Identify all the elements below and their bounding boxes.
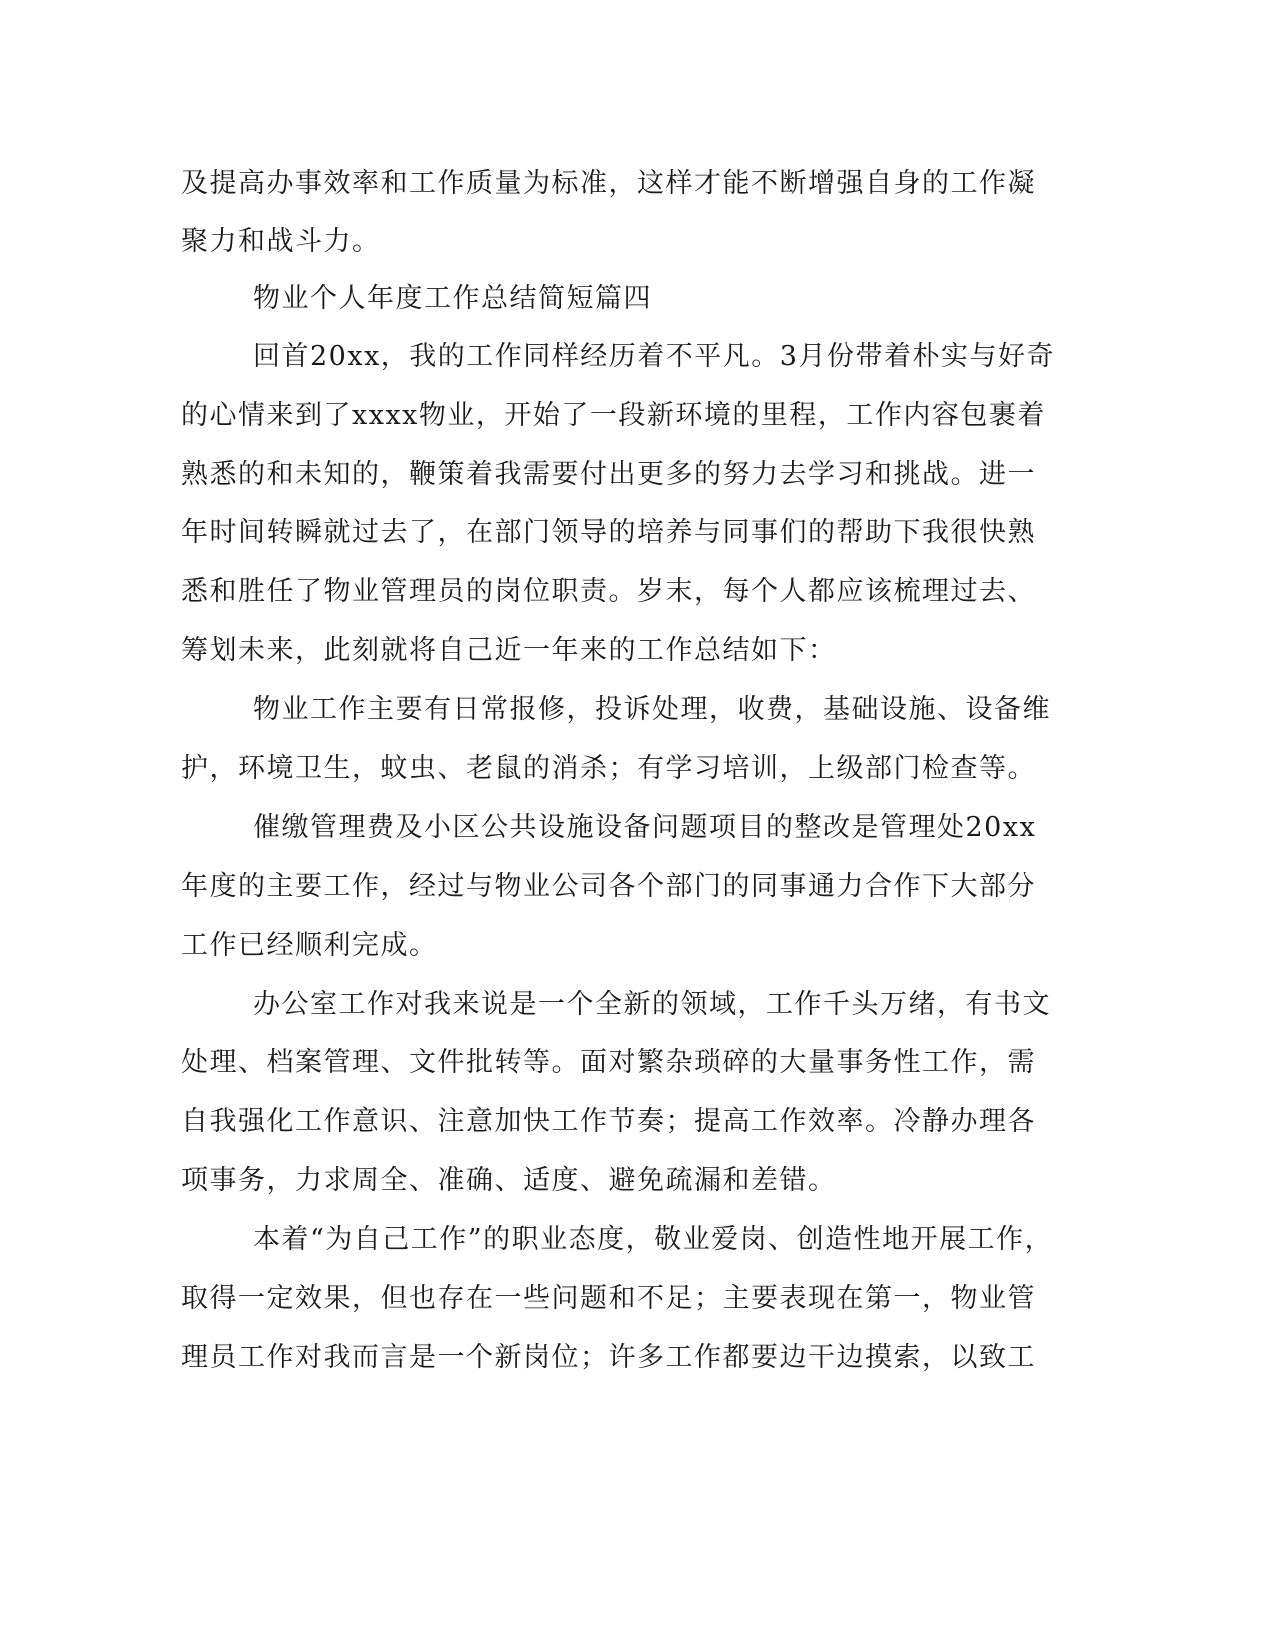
text-line: 处理、档案管理、文件批转等。面对繁杂琐碎的大量事务性工作，需 bbox=[181, 1047, 1036, 1078]
text-line: 自我强化工作意识、注意加快工作节奏；提高工作效率。冷静办理各 bbox=[181, 1106, 1036, 1137]
text-line: 年度的主要工作，经过与物业公司各个部门的同事通力合作下大部分 bbox=[181, 871, 1036, 902]
text-line: 理员工作对我而言是一个新岗位；许多工作都要边干边摸索，以致工 bbox=[181, 1342, 1036, 1373]
text-line: 聚力和战斗力。 bbox=[181, 226, 381, 257]
text-line: 工作已经顺利完成。 bbox=[181, 930, 438, 961]
text-line: 催缴管理费及小区公共设施设备问题项目的整改是管理处20xx bbox=[253, 812, 1037, 843]
text-line: 办公室工作对我来说是一个全新的领域，工作千头万绪，有书文 bbox=[253, 989, 1051, 1020]
text-line: 护，环境卫生，蚊虫、老鼠的消杀；有学习培训，上级部门检查等。 bbox=[181, 753, 1036, 784]
section-heading: 物业个人年度工作总结简短篇四 bbox=[253, 283, 652, 314]
text-line: 悉和胜任了物业管理员的岗位职责。岁末，每个人都应该梳理过去、 bbox=[181, 576, 1036, 607]
text-line: 物业工作主要有日常报修，投诉处理，收费，基础设施、设备维 bbox=[253, 694, 1051, 725]
text-line: 回首20xx，我的工作同样经历着不平凡。3月份带着朴实与好奇 bbox=[253, 341, 1055, 372]
text-line: 年时间转瞬就过去了，在部门领导的培养与同事们的帮助下我很快熟 bbox=[181, 517, 1036, 548]
text-line: 及提高办事效率和工作质量为标准，这样才能不断增强自身的工作凝 bbox=[181, 168, 1036, 199]
text-line: 取得一定效果，但也存在一些问题和不足；主要表现在第一，物业管 bbox=[181, 1283, 1036, 1314]
text-line: 熟悉的和未知的，鞭策着我需要付出更多的努力去学习和挑战。进一 bbox=[181, 459, 1036, 490]
text-line: 的心情来到了xxxx物业，开始了一段新环境的里程，工作内容包裹着 bbox=[181, 400, 1046, 431]
text-line: 项事务，力求周全、准确、适度、避免疏漏和差错。 bbox=[181, 1165, 837, 1196]
text-line: 本着“为自己工作”的职业态度，敬业爱岗、创造性地开展工作， bbox=[253, 1224, 1054, 1255]
text-line: 筹划未来，此刻就将自己近一年来的工作总结如下： bbox=[181, 635, 837, 666]
